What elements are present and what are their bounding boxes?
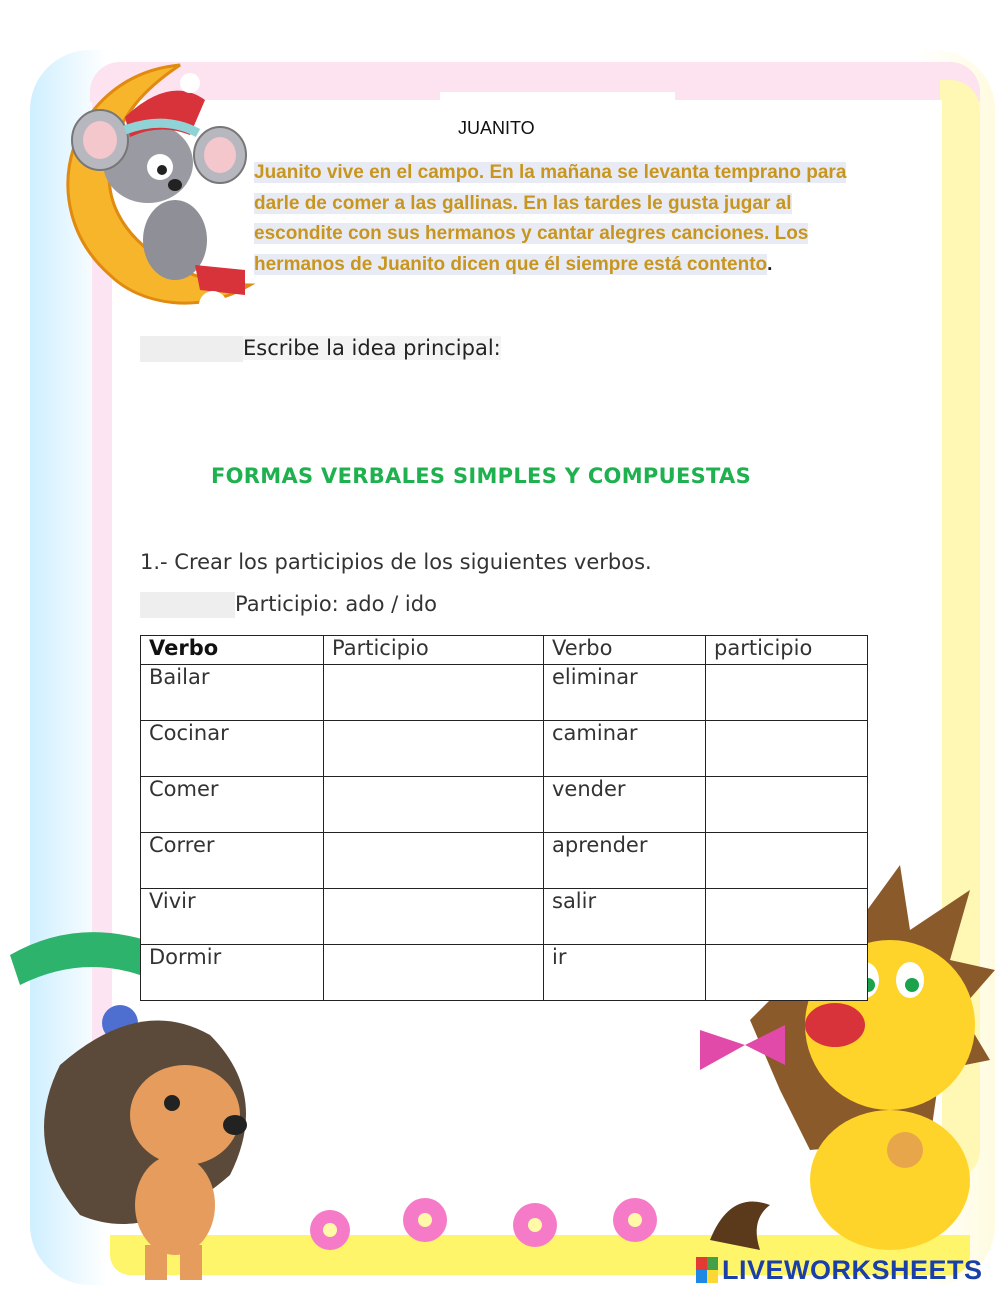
hint-text: Participio: ado / ido: [235, 592, 437, 616]
flower-border: [290, 1190, 710, 1270]
participle-answer-cell[interactable]: [706, 833, 868, 889]
participle-answer-cell[interactable]: [324, 833, 544, 889]
verb-cell: ir: [544, 945, 706, 1001]
verb-cell: aprender: [544, 833, 706, 889]
verb-cell: Dormir: [141, 945, 324, 1001]
participle-answer-cell[interactable]: [324, 777, 544, 833]
table-row: [141, 721, 868, 777]
verb-table: [140, 635, 868, 1001]
main-idea-label: Escribe la idea principal:: [243, 336, 501, 360]
table-row: [141, 777, 868, 833]
section-title: FORMAS VERBALES SIMPLES Y COMPUESTAS: [211, 464, 751, 488]
participle-answer-cell[interactable]: [706, 945, 868, 1001]
story-paragraph: [254, 158, 864, 280]
hint-blank: [140, 592, 235, 618]
verb-cell: Bailar: [141, 665, 324, 721]
table-row: [141, 833, 868, 889]
header-participio-1: Participio: [324, 636, 544, 665]
table-row: [141, 945, 868, 1001]
participle-hint: [140, 592, 437, 618]
story-period: .: [767, 253, 773, 275]
answer-blank: [140, 336, 243, 362]
verb-cell: Correr: [141, 833, 324, 889]
table-row: [141, 665, 868, 721]
story-text: Juanito vive en el campo. En la mañana se levanta temprano para darle de comer a las gallinas. En las tardes le gusta jugar al escondite con sus hermanos y cantar alegres canciones. Los hermanos de Juanito dicen que él siempre está contento: [254, 162, 847, 275]
logo-badge-icon: [696, 1257, 718, 1283]
mouse-on-moon-illustration: [30, 55, 270, 325]
participle-answer-cell[interactable]: [324, 721, 544, 777]
participle-answer-cell[interactable]: [706, 889, 868, 945]
main-idea-prompt: [140, 336, 501, 362]
logo-text: LIVEWORKSHEETS: [722, 1254, 983, 1285]
frame-gap: [440, 92, 675, 114]
participle-answer-cell[interactable]: [706, 721, 868, 777]
verb-cell: Comer: [141, 777, 324, 833]
header-participio-2: participio: [706, 636, 868, 665]
exercise-instruction: 1.- Crear los participios de los siguientes verbos.: [140, 550, 652, 574]
participle-answer-cell[interactable]: [706, 665, 868, 721]
table-row: [141, 889, 868, 945]
liveworksheets-logo: [696, 1255, 983, 1285]
participle-answer-cell[interactable]: [324, 665, 544, 721]
verb-cell: eliminar: [544, 665, 706, 721]
worksheet-title: JUANITO: [458, 118, 535, 138]
table-header-row: [141, 636, 868, 665]
header-verbo-1: Verbo: [141, 636, 324, 665]
header-verbo-2: Verbo: [544, 636, 706, 665]
verb-cell: salir: [544, 889, 706, 945]
participle-answer-cell[interactable]: [706, 777, 868, 833]
verb-cell: caminar: [544, 721, 706, 777]
verb-cell: Cocinar: [141, 721, 324, 777]
verb-cell: Vivir: [141, 889, 324, 945]
verb-cell: vender: [544, 777, 706, 833]
participle-answer-cell[interactable]: [324, 945, 544, 1001]
participle-answer-cell[interactable]: [324, 889, 544, 945]
